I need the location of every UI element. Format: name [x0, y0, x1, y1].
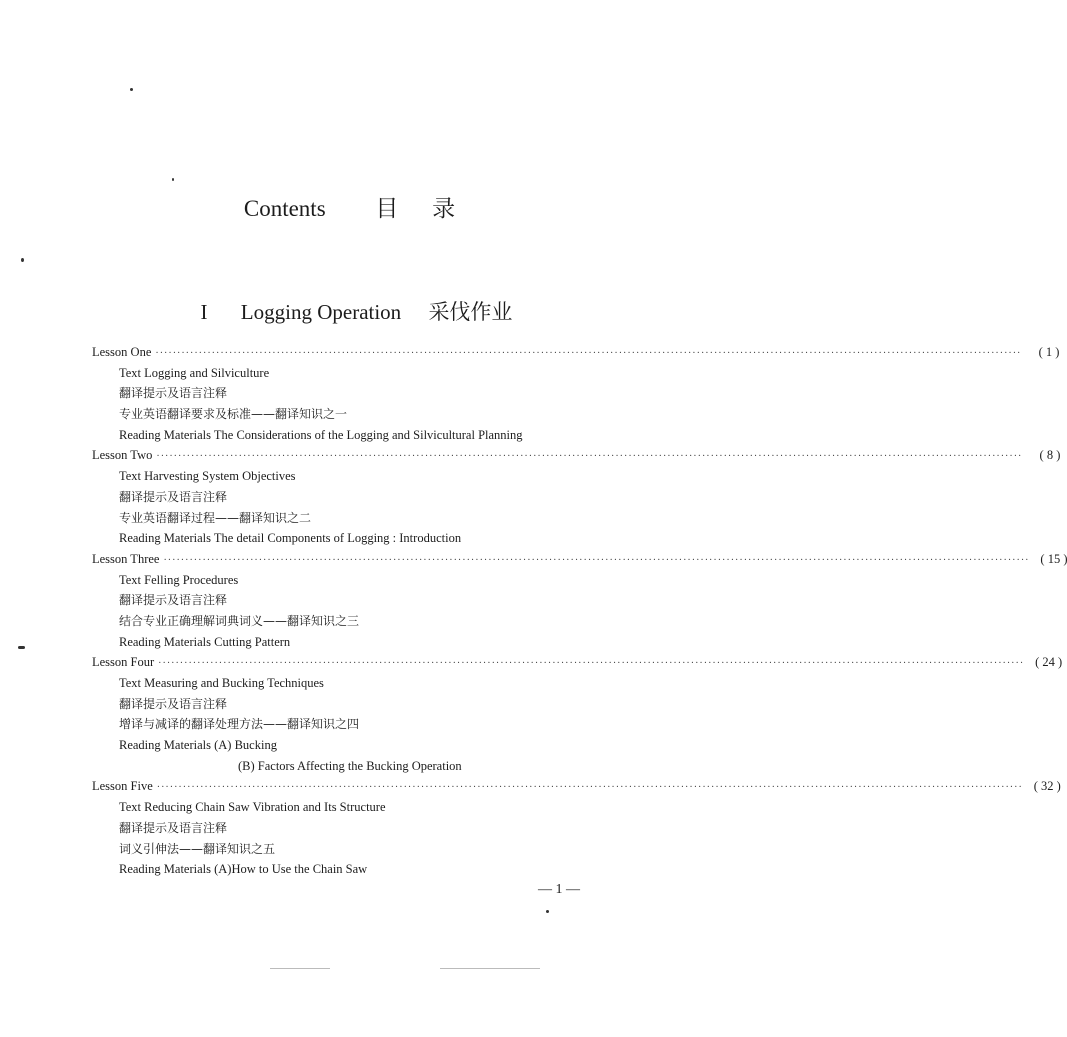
lesson-title: Lesson Three — [92, 551, 160, 566]
part-number: I — [200, 300, 208, 324]
toc-entry: 词义引伸法——翻译知识之五 — [119, 841, 276, 856]
toc-entry: 翻译提示及语言注释 — [119, 593, 228, 608]
toc-entry: Text Harvesting System Objectives — [119, 469, 296, 484]
dot-leader: ········································································································································································································ — [163, 554, 1030, 566]
toc-entry: Reading Materials The detail Components of Logging : Introduction — [119, 531, 462, 546]
part-title-cn: 采伐作业 — [428, 300, 513, 324]
toc-lesson-row — [92, 776, 1061, 797]
toc-entry: 专业英语翻译要求及标准——翻译知识之一 — [119, 407, 348, 422]
lesson-title: Lesson One — [92, 345, 152, 359]
lesson-title: Lesson Five — [92, 779, 153, 794]
lesson-page-number: ( 1 ) — [1038, 345, 1060, 359]
scan-speck — [172, 178, 174, 181]
toc-entry: 翻译提示及语言注释 — [119, 489, 228, 504]
scan-mark — [440, 968, 540, 969]
lesson-page-number: ( 32 ) — [1033, 779, 1061, 794]
dot-leader: ········································································································································································································ — [155, 348, 1022, 359]
scan-mark — [270, 968, 330, 969]
toc-entry: 增译与减译的翻译处理方法——翻译知识之四 — [119, 717, 360, 732]
dot-leader: ········································································································································································································ — [156, 782, 1023, 794]
dot-leader: ········································································································································································································ — [158, 658, 1025, 670]
part-heading — [0, 296, 713, 326]
part-title-en: Logging Operation — [240, 300, 402, 324]
scan-speck — [130, 88, 133, 91]
toc-entry: Reading Materials The Considerations of the Logging and Silvicultural Planning — [119, 427, 523, 442]
scan-speck — [18, 646, 25, 649]
toc-entry: Text Reducing Chain Saw Vibration and Its Structure — [119, 800, 386, 815]
lesson-title: Lesson Four — [92, 655, 155, 670]
toc-lesson-row — [92, 549, 1067, 570]
contents-title-cn: 目 录 — [375, 196, 470, 221]
lesson-title: Lesson Two — [92, 448, 153, 463]
toc-entry: Text Measuring and Bucking Techniques — [119, 676, 324, 690]
toc-entry: Text Felling Procedures — [119, 572, 239, 587]
toc-entry: 结合专业正确理解词典词义——翻译知识之三 — [119, 613, 360, 628]
toc-entry: Reading Materials (A)How to Use the Chain Saw — [119, 862, 368, 877]
toc-entry: 翻译提示及语言注释 — [119, 696, 228, 711]
toc-lesson-row — [92, 652, 1063, 673]
toc-lesson-row — [92, 342, 1060, 363]
toc-lesson-row — [92, 445, 1061, 466]
scan-speck — [21, 258, 24, 262]
toc-entry: (B) Factors Affecting the Bucking Operation — [238, 758, 462, 773]
lesson-page-number: ( 24 ) — [1035, 655, 1063, 670]
toc-entry: 翻译提示及语言注释 — [119, 386, 228, 401]
dot-leader: ········································································································································································································ — [156, 451, 1023, 463]
toc-entry: Reading Materials Cutting Pattern — [119, 634, 291, 649]
toc-entry: 翻译提示及语言注释 — [119, 820, 228, 835]
page-number: — 1 — — [538, 882, 580, 897]
toc-entry: Reading Materials (A) Bucking — [119, 738, 277, 753]
toc-entry: 专业英语翻译过程——翻译知识之二 — [119, 510, 312, 525]
contents-title-en: Contents — [243, 196, 326, 221]
contents-title — [0, 190, 713, 223]
table-of-contents — [92, 342, 1067, 880]
lesson-page-number: ( 15 ) — [1040, 551, 1067, 566]
scan-speck — [546, 910, 549, 913]
toc-entry: Text Logging and Silviculture — [119, 365, 270, 380]
lesson-page-number: ( 8 ) — [1039, 448, 1061, 463]
